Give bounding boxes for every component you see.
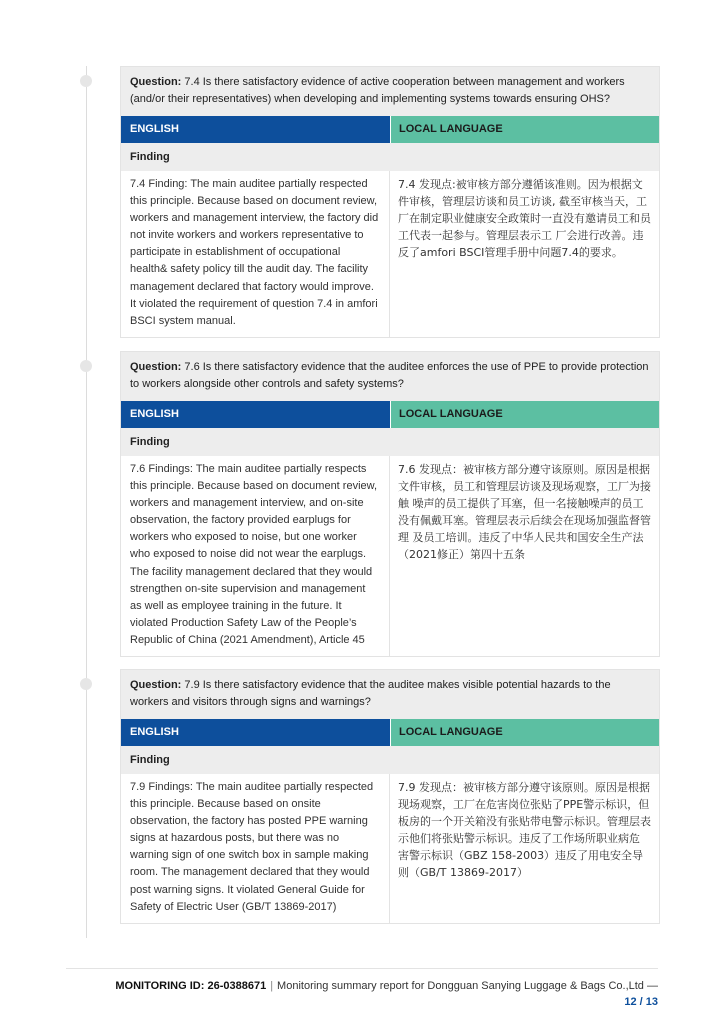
finding-label: Finding xyxy=(121,143,659,171)
finding-row xyxy=(121,171,659,337)
language-header-row xyxy=(121,719,659,746)
monitoring-id: MONITORING ID: 26-0388671 xyxy=(115,980,267,992)
finding-local-text: 7.9 发现点：被审核方部分遵守该原则。原因是根据现场观察，工厂在危害岗位张贴了PPE警示标识，但 板房的一个开关箱没有张贴带电警示标识。管理层表示他们将张贴警示标识。违反了工作场所职业病危 害警示标识（GBZ 158-2003）违反了用电安全导则（GB/T 13869-2017） xyxy=(398,781,651,880)
question-label: Question: xyxy=(130,679,182,691)
question-label: Question: xyxy=(130,76,182,88)
footer-dash: — xyxy=(647,980,658,992)
question-label: Question: xyxy=(130,361,182,373)
timeline-dot xyxy=(80,360,92,372)
footer-separator: | xyxy=(270,980,274,992)
question-text: 7.6 Is there satisfactory evidence that the auditee enforces the use of PPE to provide protection to workers alongside other controls and safety systems? xyxy=(130,361,649,390)
language-header-row xyxy=(121,401,659,428)
page-number: 12 / 13 xyxy=(624,996,658,1008)
question-header xyxy=(121,670,659,719)
finding-english-text: 7.6 Findings: The main auditee partially respects this principle. Because based on document review, workers and management interview, and on-site observation, the factory provided earplugs for workers who exposed to noise, but one worker who exposed to noise did not wear the earplugs. The facility management declared that they would strengthen on-site supervision and management as well as employee training in the future. It violated Production Safety Law of the People’s Republic of China (2021 Amendment), Article 45 xyxy=(121,456,390,656)
finding-local-text: 7.6 发现点：被审核方部分遵守该原则。原因是根据文件审核，员工和管理层访谈及现场观察，工厂为接触 噪声的员工提供了耳塞，但一名接触噪声的员工没有佩戴耳塞。管理层表示后续会在现场加强监督管理 及员工培训。违反了中华人民共和国安全生产法（2021修正）第四十五条 xyxy=(398,463,651,562)
english-column-header: ENGLISH xyxy=(121,719,390,746)
footer-info-line xyxy=(66,978,658,994)
finding-english-text: 7.9 Findings: The main auditee partially respected this principle. Because based on onsite observation, the factory has posted PPE warning signs at hazardous posts, but there was no warning sign of one switch box in sample making room. The management declared that they would post warning signs. It violated General Guide for Safety of Electric User (GB/T 13869-2017) xyxy=(121,774,390,923)
question-text: 7.4 Is there satisfactory evidence of active cooperation between management and workers (and/or their representatives) when developing and implementing systems towards ensuring OHS? xyxy=(130,76,625,105)
question-header xyxy=(121,67,659,116)
question-block-7-4 xyxy=(120,66,660,338)
local-language-column-header: LOCAL LANGUAGE xyxy=(391,401,659,428)
english-column-header: ENGLISH xyxy=(121,116,390,143)
timeline-dot xyxy=(80,678,92,690)
finding-local-text: 7.4 发现点:被审核方部分遵循该准则。因为根据文件审核，管理层访谈和员工访谈, 截至审核当天，工厂在制定职业健康安全政策时一直没有邀请员工和员工代表一起参与。管理层表示工 厂会进行改善。违反了amfori BSCI管理手册中问题7.4的要求。 xyxy=(398,178,651,260)
report-title: Monitoring summary report for Dongguan Sanying Luggage & Bags Co.,Ltd xyxy=(277,980,644,992)
question-header xyxy=(121,352,659,401)
finding-english-text: 7.4 Finding: The main auditee partially respected this principle. Because based on document review, workers and management interview, the factory did not invite workers and workers representative to participate in establishment of occupational health& safety policy till the audit day. The facility management declared that factory would improve. It violated the requirement of question 7.4 in amfori BSCI system manual. xyxy=(121,171,390,337)
english-column-header: ENGLISH xyxy=(121,401,390,428)
question-block-7-6 xyxy=(120,351,660,657)
question-block-7-9 xyxy=(120,669,660,924)
local-language-column-header: LOCAL LANGUAGE xyxy=(391,116,659,143)
finding-label: Finding xyxy=(121,428,659,456)
timeline-dot xyxy=(80,75,92,87)
finding-row xyxy=(121,456,659,656)
finding-row xyxy=(121,774,659,923)
finding-label: Finding xyxy=(121,746,659,774)
local-language-column-header: LOCAL LANGUAGE xyxy=(391,719,659,746)
footer-divider xyxy=(66,968,658,969)
page-footer xyxy=(66,978,658,1010)
question-text: 7.9 Is there satisfactory evidence that the auditee makes visible potential hazards to the workers and visitors through signs and warnings? xyxy=(130,679,611,708)
timeline-line xyxy=(86,66,87,938)
language-header-row xyxy=(121,116,659,143)
